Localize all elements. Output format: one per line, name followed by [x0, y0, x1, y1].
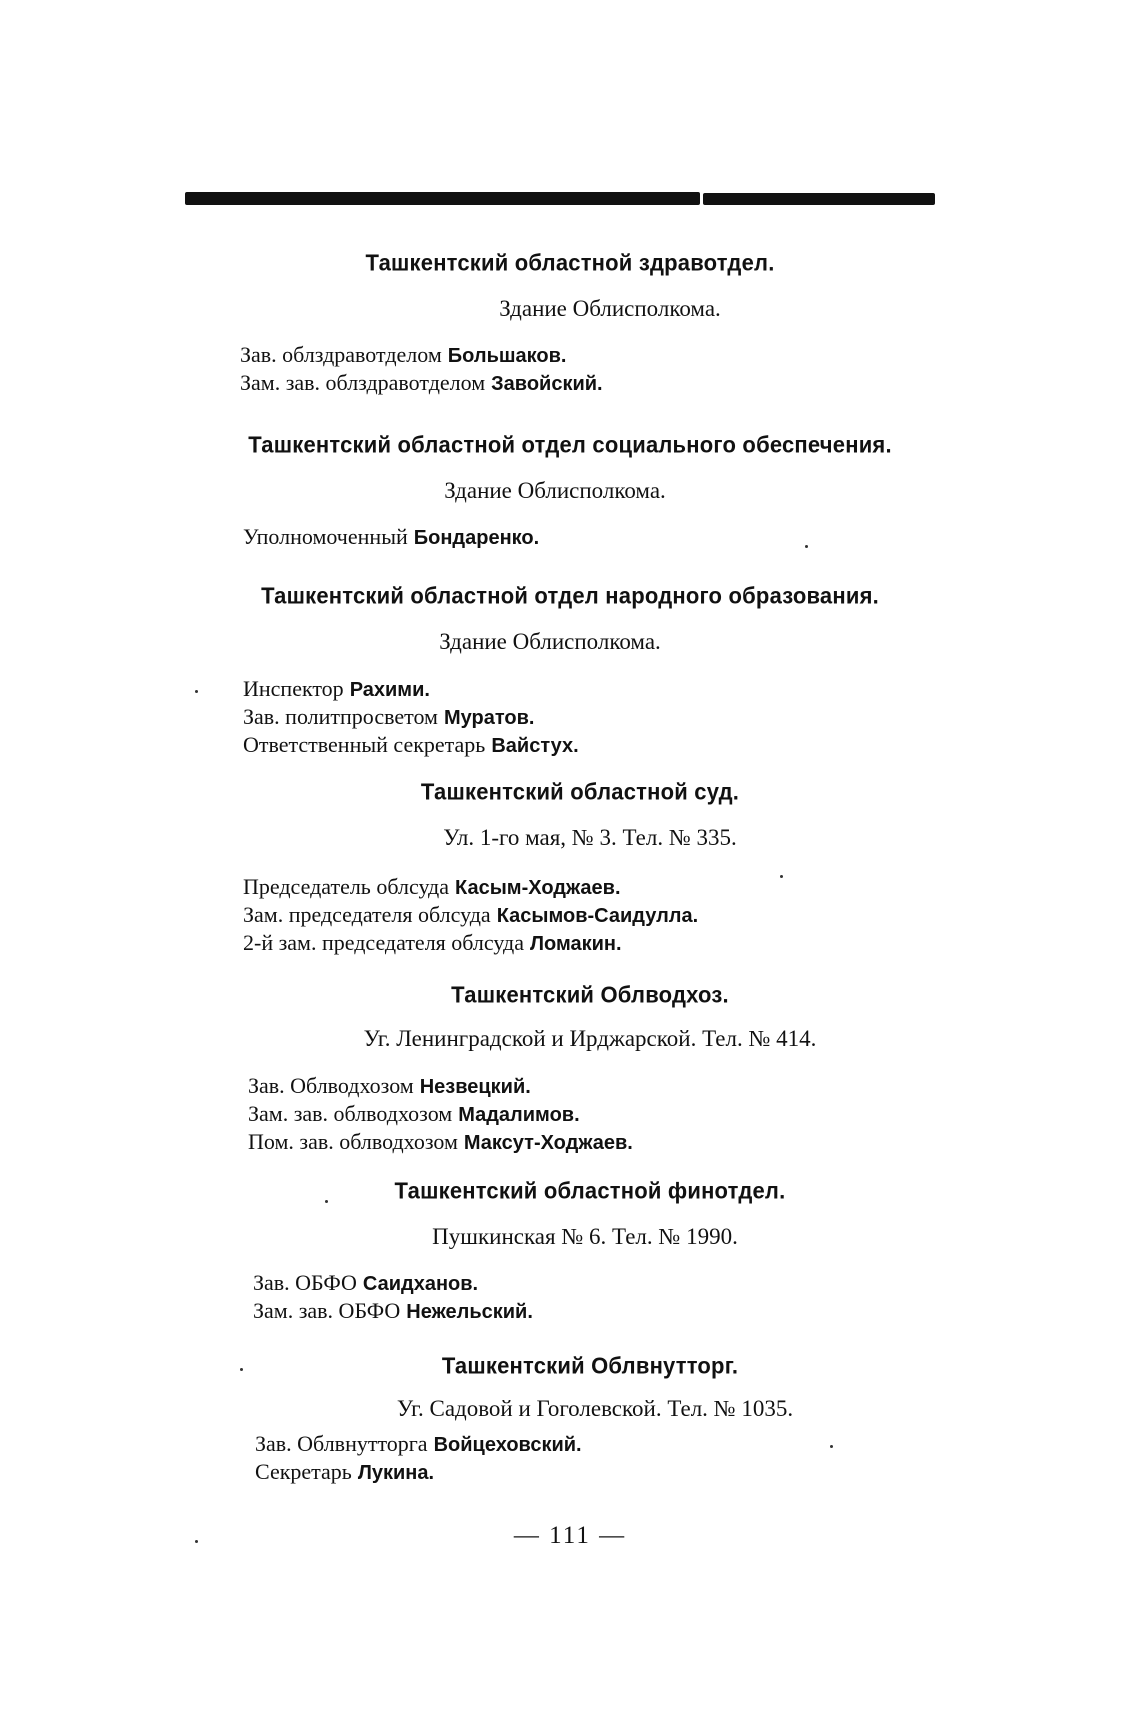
section-title: Ташкентский областной суд. — [420, 778, 740, 805]
section-title: Ташкентский областной финотдел. — [394, 1177, 786, 1204]
staff-line — [253, 1270, 478, 1296]
staff-role: Зам. зав. ОБФО — [253, 1298, 401, 1323]
staff-role: Председатель облсуда — [243, 874, 450, 899]
section-address: Уг. Садовой и Гоголевской. Тел. № 1035. — [396, 1396, 794, 1421]
staff-line — [248, 1101, 580, 1127]
staff-line — [243, 524, 539, 550]
staff-name: Завойский. — [491, 373, 603, 395]
staff-role: Зам. председателя облсуда — [243, 902, 491, 927]
staff-name: Максут-Ходжаев. — [463, 1132, 633, 1154]
staff-role: 2-й зам. председателя облсуда — [243, 930, 524, 955]
staff-name: Ломакин. — [529, 933, 622, 955]
staff-role: Зав. Облвнутторга — [255, 1431, 428, 1456]
staff-role: Секретарь — [255, 1459, 352, 1484]
section-title: Ташкентский областной здравотдел. — [365, 249, 775, 276]
scan-speck — [240, 1368, 243, 1371]
section-address: Здание Облисполкома. — [444, 478, 666, 503]
staff-line — [243, 930, 622, 956]
staff-role: Зам. зав. облводхозом — [248, 1101, 453, 1126]
staff-role: Ответственный секретарь — [243, 732, 486, 757]
staff-line — [243, 874, 621, 900]
staff-name: Рахими. — [349, 679, 430, 701]
section-title: Ташкентский Облводхоз. — [451, 981, 729, 1008]
staff-line — [248, 1129, 633, 1155]
staff-line — [243, 704, 534, 730]
staff-name: Вайстух. — [491, 735, 579, 757]
staff-role: Зав. Облводхозом — [248, 1073, 414, 1098]
staff-name: Касым-Ходжаев. — [455, 877, 621, 899]
staff-line — [243, 676, 430, 702]
staff-name: Мадалимов. — [458, 1104, 580, 1126]
scan-speck — [805, 545, 808, 548]
section-title: Ташкентский областной отдел народного образования. — [261, 582, 879, 609]
staff-role: Зав. облздравотделом — [240, 342, 442, 367]
top-rule — [185, 189, 955, 205]
section-address: Уг. Ленинградской и Ирджарской. Тел. № 414. — [363, 1026, 817, 1051]
scan-speck — [780, 875, 783, 878]
section-address: Здание Облисполкома. — [439, 629, 661, 654]
staff-line — [248, 1073, 531, 1099]
staff-name: Большаков. — [447, 345, 567, 367]
staff-line — [255, 1431, 582, 1457]
rule-segment — [185, 192, 700, 205]
scan-speck — [195, 1540, 198, 1543]
staff-line — [255, 1459, 434, 1485]
section-address: Ул. 1-го мая, № 3. Тел. № 335. — [443, 825, 737, 850]
page-number: — 111 — — [513, 1522, 627, 1549]
section-title: Ташкентский Облвнутторг. — [441, 1352, 739, 1379]
staff-name: Незвецкий. — [419, 1076, 531, 1098]
staff-name: Войцеховский. — [433, 1434, 582, 1456]
staff-line — [253, 1298, 533, 1324]
staff-role: Зав. ОБФО — [253, 1270, 357, 1295]
scan-speck — [830, 1445, 833, 1448]
staff-role: Зав. политпросветом — [243, 704, 438, 729]
section-title: Ташкентский областной отдел социального обеспечения. — [248, 431, 892, 458]
staff-name: Лукина. — [357, 1462, 435, 1484]
scan-speck — [195, 690, 198, 693]
staff-name: Саидханов. — [362, 1273, 479, 1295]
section-address: Здание Облисполкома. — [499, 296, 721, 321]
staff-name: Бондаренко. — [413, 527, 540, 549]
staff-role: Инспектор — [243, 676, 344, 701]
staff-line — [240, 370, 603, 396]
rule-segment — [703, 193, 935, 205]
staff-role: Зам. зав. облздравотделом — [240, 370, 486, 395]
staff-role: Уполномоченный — [243, 524, 408, 549]
staff-name: Касымов-Саидулла. — [496, 905, 699, 927]
staff-line — [240, 342, 566, 368]
scan-speck — [325, 1200, 328, 1203]
staff-name: Нежельский. — [406, 1301, 533, 1323]
section-address: Пушкинская № 6. Тел. № 1990. — [432, 1224, 738, 1249]
staff-name: Муратов. — [443, 707, 535, 729]
staff-line — [243, 732, 579, 758]
staff-role: Пом. зав. облводхозом — [248, 1129, 458, 1154]
staff-line — [243, 902, 698, 928]
